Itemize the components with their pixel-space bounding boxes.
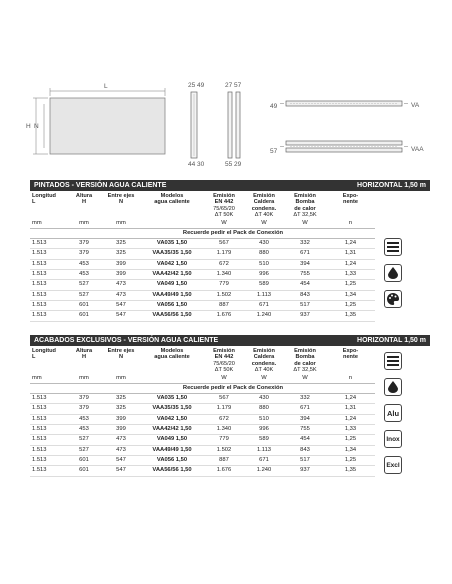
vaa-right-label: VAA: [411, 146, 424, 153]
recuerde-row: [30, 384, 375, 394]
table-row: 1.513 379 325 VAA35/35 1,50 1.179 880 671 1,31: [30, 404, 375, 414]
col-emision-caldera: Emisión Caldera condens. ΔT 40K: [251, 348, 277, 373]
va-right-label: VA: [411, 102, 420, 109]
table-row: 1.513 601 547 VA056 1,50 887 671 517 1,25: [30, 455, 375, 465]
dimension-drawing: [0, 0, 452, 175]
dim-centers-label: N: [34, 123, 39, 130]
dim-height-label: H: [26, 123, 31, 130]
inox-finish-icon: Inox: [384, 430, 402, 448]
col-entre-ejes: Entre ejes N: [107, 193, 135, 206]
alu-finish-icon: Alu: [384, 404, 402, 422]
table-row: 1.513 453 399 VAA42/42 1,50 1.340 996 755 1,33: [30, 270, 375, 280]
section-header-bar: [30, 180, 430, 191]
units-row: mm mm mm W W W n: [30, 218, 375, 229]
side-b-top-dims: 27 57: [225, 82, 242, 89]
spec-table-acabados: [30, 346, 375, 477]
section-pintados: [30, 180, 434, 322]
top-view-vaa-back: [286, 148, 402, 152]
col-modelos: Modelos agua caliente: [154, 193, 190, 206]
recuerde-note: Recuerde pedir el Pack de Conexión: [140, 384, 326, 394]
col-emision-caldera: Emisión Caldera condens. ΔT 40K: [251, 193, 277, 218]
side-b-bottom-dims: 55 29: [225, 161, 242, 168]
section-orientation: HORIZONTAL 1,50 m: [357, 337, 426, 344]
col-exponente: Expo- nente: [342, 348, 359, 361]
radiator-front-view: [50, 98, 165, 154]
radiator-icon: [384, 352, 402, 370]
recuerde-note: Recuerde pedir el Pack de Conexión: [140, 229, 326, 239]
col-altura: Altura H: [75, 348, 93, 361]
table-row: 1.513 601 547 VAA56/56 1,50 1.676 1.240 937 1,35: [30, 466, 375, 476]
col-longitud: Longitud L: [32, 193, 56, 206]
section-header-bar: [30, 335, 430, 346]
table-header-row: [30, 191, 375, 218]
recuerde-row: [30, 229, 375, 239]
table-row: 1.513 601 547 VA056 1,50 887 671 517 1,25: [30, 300, 375, 310]
technical-drawings: [0, 0, 452, 175]
col-exponente: Expo- nente: [342, 193, 359, 206]
table-row: 1.513 527 473 VAA49/49 1,50 1.502 1.113 843 1,34: [30, 290, 375, 300]
col-emision-en442: Emisión EN 442 75/65/20 ΔT 50K: [213, 348, 235, 373]
col-modelos: Modelos agua caliente: [154, 348, 190, 361]
section-title: PINTADOS - VERSIÓN AGUA CALIENTE: [34, 182, 167, 189]
table-header-row: [30, 346, 375, 373]
section-acabados-exclusivos: [30, 335, 434, 477]
col-longitud: Longitud L: [32, 348, 56, 361]
table-row: 1.513 379 325 VA035 1,50 567 430 332 1,24: [30, 239, 375, 249]
top-view-vaa-front: [286, 141, 402, 145]
spec-table-pintados: [30, 191, 375, 322]
col-altura: Altura H: [75, 193, 93, 206]
palette-icon: [384, 290, 402, 308]
dim-length-label: L: [104, 83, 108, 90]
table-row: 1.513 601 547 VAA56/56 1,50 1.676 1.240 937 1,35: [30, 311, 375, 321]
table-row: 1.513 527 473 VAA49/49 1,50 1.502 1.113 843 1,34: [30, 445, 375, 455]
col-entre-ejes: Entre ejes N: [107, 348, 135, 361]
side-a-bottom-dims: 44 30: [188, 161, 205, 168]
section-orientation: HORIZONTAL 1,50 m: [357, 182, 426, 189]
feature-icons: [384, 352, 402, 482]
section-title: ACABADOS EXCLUSIVOS - VERSIÓN AGUA CALIENTE: [34, 337, 219, 344]
table-row: 1.513 379 325 VA035 1,50 567 430 332 1,24: [30, 394, 375, 404]
radiator-icon: [384, 238, 402, 256]
side-a-top-dims: 25 49: [188, 82, 205, 89]
table-row: 1.513 453 399 VA042 1,50 672 510 394 1,24: [30, 414, 375, 424]
water-drop-icon: [384, 264, 402, 282]
va-left-dim: 49: [270, 103, 278, 110]
side-view-b-panel1: [228, 92, 232, 158]
feature-icons: [384, 238, 402, 316]
table-row: 1.513 379 325 VAA35/35 1,50 1.179 880 671 1,31: [30, 249, 375, 259]
excl-finish-icon: Excl: [384, 456, 402, 474]
vaa-left-dim: 57: [270, 148, 278, 155]
side-view-b-panel2: [236, 92, 240, 158]
col-emision-bomba: Emisión Bomba de calor ΔT 32,5K: [293, 348, 317, 373]
table-row: 1.513 453 399 VA042 1,50 672 510 394 1,24: [30, 259, 375, 269]
table-row: 1.513 453 399 VAA42/42 1,50 1.340 996 755 1,33: [30, 425, 375, 435]
units-row: mm mm mm W W W n: [30, 373, 375, 384]
col-emision-bomba: Emisión Bomba de calor ΔT 32,5K: [293, 193, 317, 218]
table-row: 1.513 527 473 VA049 1,50 779 589 454 1,25: [30, 280, 375, 290]
water-drop-icon: [384, 378, 402, 396]
table-row: 1.513 527 473 VA049 1,50 779 589 454 1,25: [30, 435, 375, 445]
col-emision-en442: Emisión EN 442 75/65/20 ΔT 50K: [213, 193, 235, 218]
